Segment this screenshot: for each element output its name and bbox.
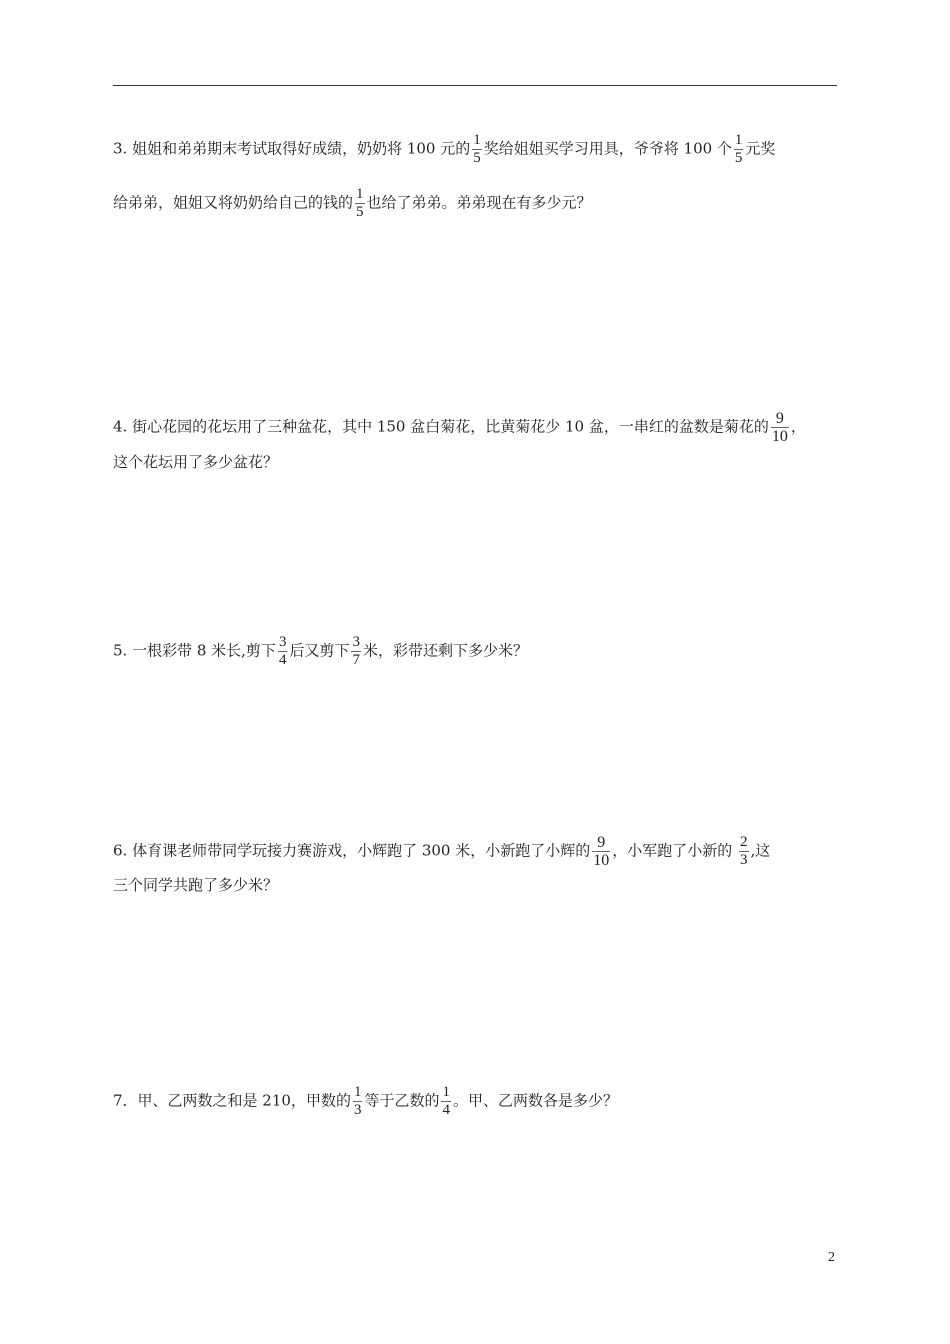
fraction-one-third: $\frac{1}{3}$ <box>353 1084 362 1118</box>
question-4-line-1: 4. 街心花园的花坛用了三种盆花，其中 150 盆白菊花，比黄菊花少 10 盆，一串红的盆数是菊花的 $\frac{9}{10}$ ， <box>113 410 806 445</box>
fraction-one-fifth: $\frac{1}{5}$ <box>356 186 364 220</box>
question-5-line: 5. 一根彩带 8 米长,剪下 $\frac{3}{4}$ 后又剪下 $\frac{3}{7}$ 米，彩带还剩下多少米？ <box>113 634 528 668</box>
fraction-one-fifth: $\frac{1}{5}$ <box>473 132 481 166</box>
fraction-two-thirds: $\frac{2}{3}$ <box>740 834 748 868</box>
fraction-nine-tenths: $\frac{9}{10}$ <box>593 834 610 869</box>
question-6-line-1: 6. 体育课老师带同学玩接力赛游戏，小辉跑了 300 米，小新跑了小辉的 $\frac{9}{10}$ ，小军跑了小新的 $\frac{2}{3}$ ,这 <box>113 834 771 869</box>
question-3-line-2: 给弟弟，姐姐又将奶奶给自己的钱的 $\frac{1}{5}$ 也给了弟弟。弟弟现在有多少元？ <box>113 186 592 220</box>
page-number: 2 <box>828 1250 835 1265</box>
fraction-one-fifth: $\frac{1}{5}$ <box>734 132 743 166</box>
question-7-line: 7．甲、乙两数之和是 210，甲数的 $\frac{1}{3}$ 等于乙数的 $\frac{1}{4}$ 。甲、乙两数各是多少？ <box>113 1084 618 1118</box>
question-4-line-2: 这个花坛用了多少盆花？ <box>113 453 279 471</box>
header-rule <box>113 85 837 86</box>
question-3-line-1: 3. 姐姐和弟弟期末考试取得好成绩，奶奶将 100 元的 $\frac{1}{5}$ 奖给姐姐买学习用具，爷爷将 100 个 $\frac{1}{5}$ 元奖 <box>113 132 776 166</box>
fraction-three-sevenths: $\frac{3}{7}$ <box>352 634 360 668</box>
fraction-nine-tenths: $\frac{9}{10}$ <box>771 410 788 445</box>
fraction-one-quarter: $\frac{1}{4}$ <box>442 1084 450 1118</box>
fraction-three-quarters: $\frac{3}{4}$ <box>278 634 287 668</box>
question-6-line-2: 三个同学共跑了多少米？ <box>113 876 279 894</box>
